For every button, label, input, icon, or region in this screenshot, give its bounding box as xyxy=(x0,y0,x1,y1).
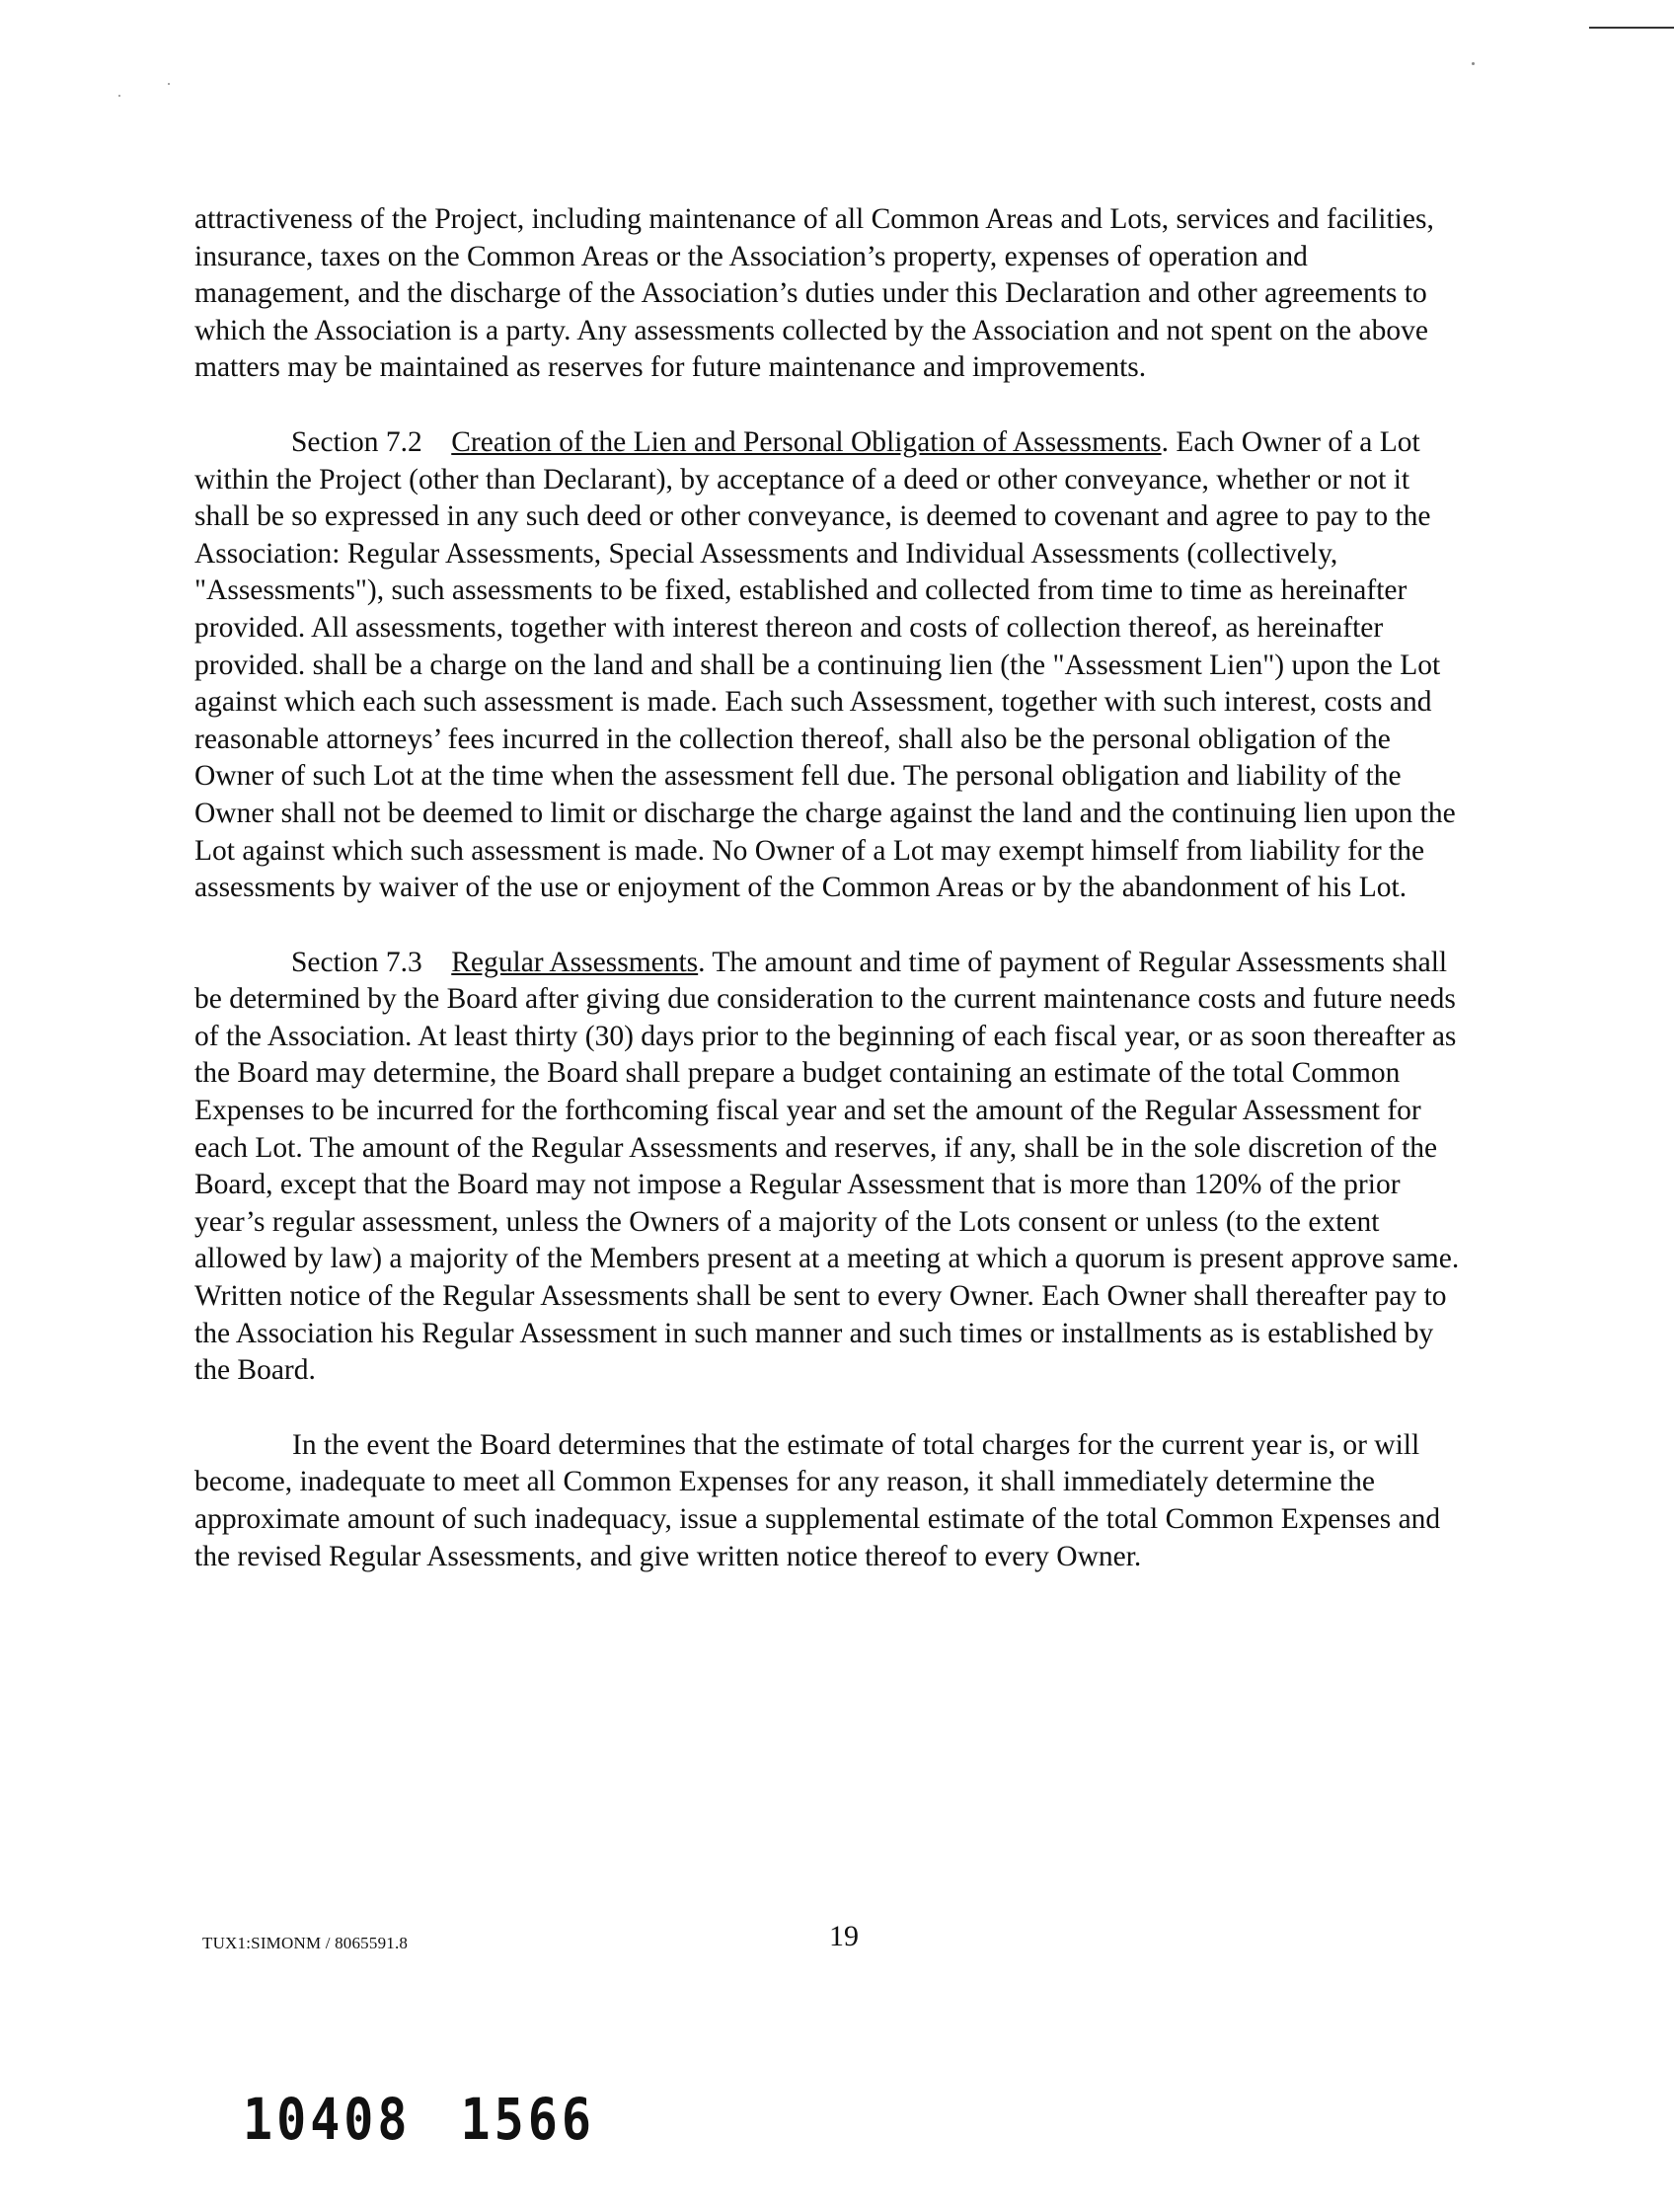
recording-page: 1566 xyxy=(460,2087,595,2153)
scan-speck xyxy=(118,95,120,97)
paragraph-supplemental-estimate xyxy=(194,1427,1463,1575)
footer-doc-id: TUX1:SIMONM / 8065591.8 xyxy=(202,1934,409,1952)
paragraph-continuation xyxy=(194,201,1463,387)
section-7-2 xyxy=(194,424,1463,907)
recording-book: 10408 xyxy=(243,2087,412,2153)
paragraph-text: . The amount and time of payment of Regular Assessments shall be determined by the Board after giving due consideration to the current maintenance costs and future needs of the Association. At least thirty (30) days prior to the beginning of each fiscal year, or as soon thereafter as the Board may determine, the Board shall prepare a budget containing an estimate of the total Common Expenses to be incurred for the forthcoming fiscal year and set the amount of the Regular Assessment for each Lot. The amount of the Regular Assessments and reserves, if any, shall be in the sole discretion of the Board, except that the Board may not impose a Regular Assessment that is more than 120% of the prior year’s regular assessment, unless the Owners of a majority of the Lots consent or unless (to the extent allowed by law) a majority of the Members present at a meeting at which a quorum is present approve same. Written notice of the Regular Assessments shall be sent to every Owner. Each Owner shall thereafter pay to the Association his Regular Assessment in such manner and such times or installments as is established by the Board. xyxy=(194,946,1460,1387)
scan-edge-mark xyxy=(1589,27,1674,29)
section-7-3 xyxy=(194,945,1463,1390)
section-heading: Creation of the Lien and Personal Obligation of Assessments xyxy=(451,425,1162,458)
paragraph-text: attractiveness of the Project, including maintenance of all Common Areas and Lots, services and facilities, insurance, taxes on the Common Areas or the Association’s property, expenses of operation and management, and the discharge of the Association’s duties under this Declaration and other agreements to which the Association is a party. Any assessments collected by the Association and not spent on the above matters may be maintained as reserves for future maintenance and improvements. xyxy=(194,203,1434,384)
document-body xyxy=(194,201,1463,1613)
paragraph-text: . Each Owner of a Lot within the Project (other than Declarant), by acceptance of a deed or other conveyance, whether or not it shall be so expressed in any such deed or other conveyance, is deemed to covenant and agree to pay to the Association: Regular Assessments, Special Assessments and Individual Assessments (collectively, "Assessments"), such assessments to be fixed, established and collected from time to time as hereinafter provided. All assessments, together with interest thereon and costs of collection thereof, as hereinafter provided. shall be a charge on the land and shall be a continuing lien (the "Assessment Lien") upon the Lot against which each such assessment is made. Each such Assessment, together with such interest, costs and reasonable attorneys’ fees incurred in the collection thereof, shall also be the personal obligation of the Owner of such Lot at the time when the assessment fell due. The personal obligation and liability of the Owner shall not be deemed to limit or discharge the charge against the land and the continuing lien upon the Lot against which such assessment is made. No Owner of a Lot may exempt himself from liability for the assessments by waiver of the use or enjoyment of the Common Areas or by the abandonment of his Lot. xyxy=(194,425,1456,904)
scan-speck xyxy=(1472,62,1475,65)
section-heading: Regular Assessments xyxy=(451,946,699,978)
scan-speck xyxy=(168,83,170,85)
section-label: Section 7.3 xyxy=(291,946,422,978)
section-label: Section 7.2 xyxy=(291,425,422,458)
paragraph-text: In the event the Board determines that the estimate of total charges for the current year is, or will become, inadequate to meet all Common Expenses for any reason, it shall immediately determine the approximate amount of such inadequacy, issue a supplemental estimate of the total Common Expenses and the revised Regular Assessments, and give written notice thereof to every Owner. xyxy=(194,1428,1441,1572)
page-number: 19 xyxy=(829,1920,859,1952)
recording-stamp xyxy=(243,2087,595,2153)
